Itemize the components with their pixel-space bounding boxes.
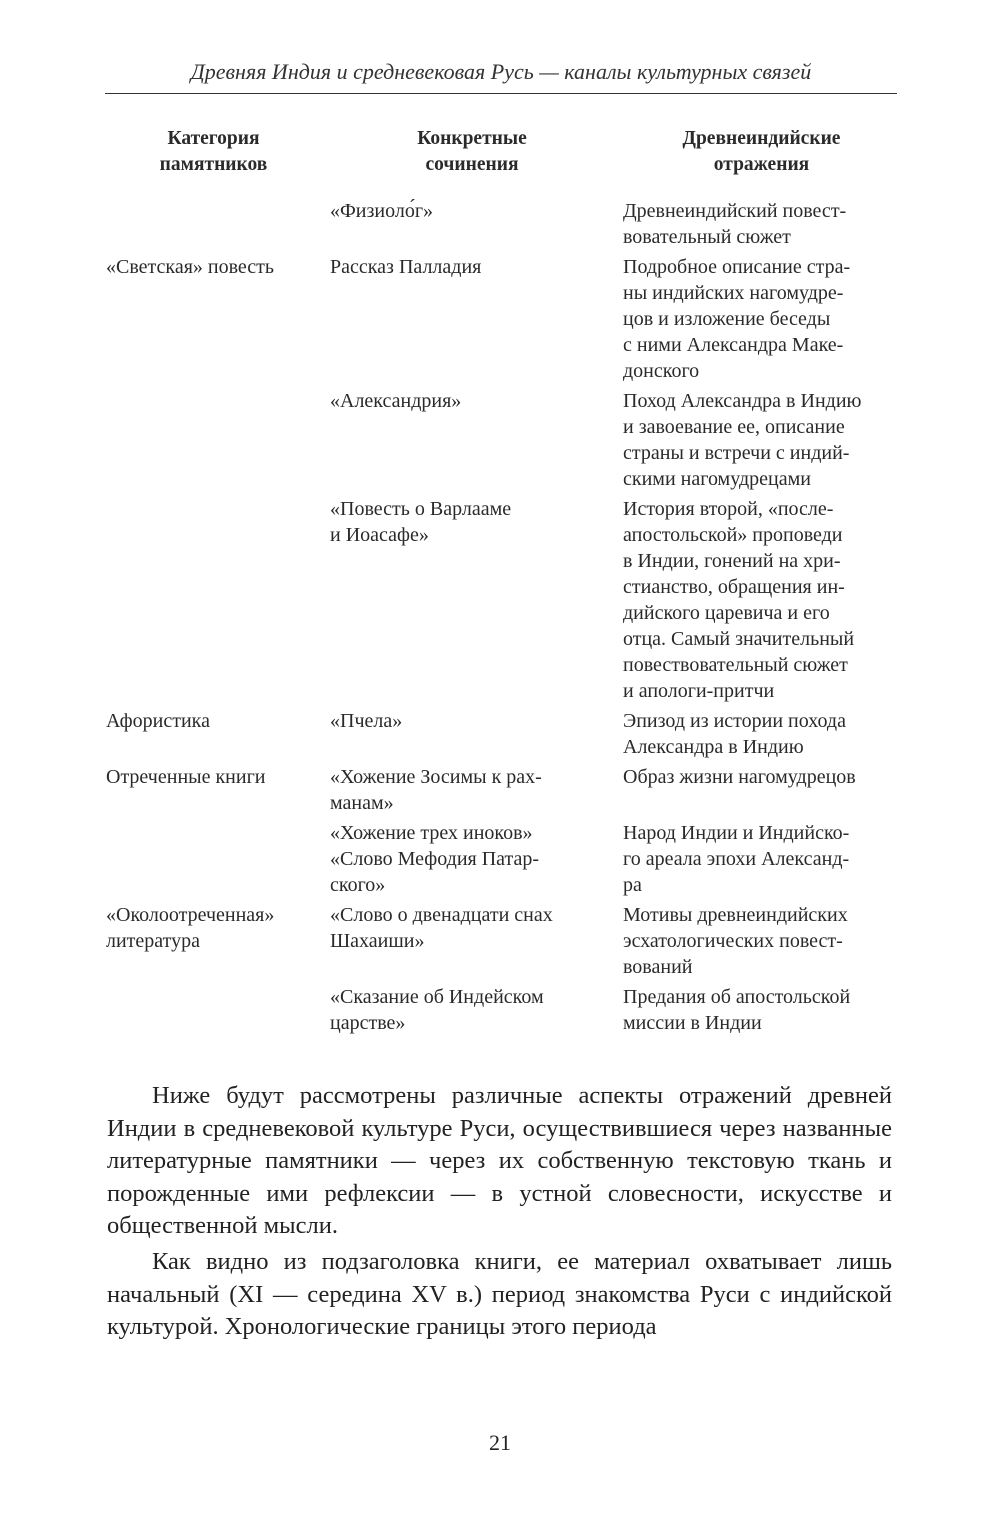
header-line: Категория — [167, 128, 260, 149]
cell-line: страны и встречи с индий- — [623, 442, 850, 464]
table-row — [103, 820, 903, 902]
header-line: Конкретные — [417, 128, 527, 149]
cell-category — [103, 820, 324, 902]
cell-line: Эпизод из истории похода — [623, 710, 846, 732]
cell-line: «Околоотреченная» — [106, 904, 275, 926]
cell-work — [324, 902, 620, 984]
cell-reflection — [620, 496, 903, 708]
table-header-row — [103, 126, 903, 198]
cell-reflection — [620, 820, 903, 902]
cell-line: повествовательный сюжет — [623, 654, 848, 676]
cell-line: «Александрия» — [330, 390, 462, 412]
cell-work — [324, 254, 620, 388]
cell-line: «Хожение Зосимы к рах- — [330, 766, 542, 788]
cell-line: ны индийских нагомудре- — [623, 282, 844, 304]
table-row — [103, 902, 903, 984]
running-head: Древняя Индия и средневековая Русь — каналы культурных связей — [190, 59, 812, 84]
cell-line: «Пчела» — [330, 710, 403, 732]
header-line: отражения — [713, 154, 810, 175]
header-category — [103, 126, 324, 198]
cell-line: дийского царевича и его — [623, 602, 830, 624]
cell-line: История второй, «после- — [623, 498, 834, 520]
monuments-table — [103, 126, 903, 1040]
cell-work — [324, 198, 620, 254]
cell-line: в Индии, гонений на хри- — [623, 550, 841, 572]
cell-category — [103, 496, 324, 708]
cell-work — [324, 388, 620, 496]
cell-line: «Физиоло́г» — [330, 200, 434, 222]
page-number: 21 — [489, 1430, 511, 1455]
cell-category — [103, 198, 324, 254]
cell-reflection — [620, 708, 903, 764]
cell-category — [103, 902, 324, 984]
cell-line: Рассказ Палладия — [330, 256, 482, 278]
cell-line: Предания об апостольской — [623, 986, 851, 1008]
table-row — [103, 496, 903, 708]
cell-reflection — [620, 198, 903, 254]
cell-reflection — [620, 254, 903, 388]
cell-work — [324, 708, 620, 764]
cell-line: Древнеиндийский повест- — [623, 200, 847, 222]
cell-line: Афористика — [106, 710, 210, 732]
table-body — [103, 198, 903, 1040]
cell-line: апостольской» проповеди — [623, 524, 843, 546]
cell-line: донского — [623, 360, 700, 382]
table-row — [103, 984, 903, 1040]
cell-reflection — [620, 388, 903, 496]
cell-line: царстве» — [330, 1012, 406, 1034]
table-row — [103, 764, 903, 820]
cell-category — [103, 388, 324, 496]
cell-work — [324, 820, 620, 902]
header-line: сочинения — [425, 154, 519, 175]
cell-line: литература — [106, 930, 201, 952]
cell-line: вований — [623, 956, 693, 978]
cell-line: «Повесть о Варлааме — [330, 498, 512, 520]
cell-line: и апологи-притчи — [623, 680, 775, 702]
header-line: Древнеиндийские — [682, 128, 841, 149]
header-rule — [105, 93, 897, 94]
cell-line: ского» — [330, 874, 386, 896]
header-line: памятников — [159, 154, 268, 175]
cell-reflection — [620, 984, 903, 1040]
cell-line: с ними Александра Маке- — [623, 334, 844, 356]
cell-line: цов и изложение беседы — [623, 308, 831, 330]
cell-reflection — [620, 902, 903, 984]
cell-line: скими нагомудрецами — [623, 468, 811, 490]
cell-line: ра — [623, 874, 642, 896]
cell-line: Шахаиши» — [330, 930, 425, 952]
cell-category — [103, 764, 324, 820]
cell-line: и завоевание ее, описание — [623, 416, 845, 438]
table-row — [103, 254, 903, 388]
header-reflections — [620, 126, 903, 198]
header-works — [324, 126, 620, 198]
cell-line: и Иоасафе» — [330, 524, 429, 546]
cell-line: Отреченные книги — [106, 766, 266, 788]
cell-line: миссии в Индии — [623, 1012, 762, 1034]
cell-line: «Светская» повесть — [106, 256, 275, 278]
cell-line: эсхатологических повест- — [623, 930, 843, 952]
body-text — [107, 1080, 892, 1344]
cell-line: стианство, обращения ин- — [623, 576, 845, 598]
cell-line: го ареала эпохи Александ- — [623, 848, 850, 870]
cell-line: «Сказание об Индейском — [330, 986, 544, 1008]
cell-line: Александра в Индию — [623, 736, 804, 758]
cell-work — [324, 764, 620, 820]
table-row — [103, 708, 903, 764]
cell-work — [324, 496, 620, 708]
cell-line: Поход Александра в Индию — [623, 390, 862, 412]
cell-line: Подробное описание стра- — [623, 256, 851, 278]
cell-category — [103, 708, 324, 764]
cell-line: Образ жизни нагомудрецов — [623, 766, 856, 788]
cell-line: «Слово о двенадцати снах — [330, 904, 553, 926]
cell-line: отца. Самый значительный — [623, 628, 855, 650]
cell-category — [103, 254, 324, 388]
cell-reflection — [620, 764, 903, 820]
paragraph: Как видно из подзаголовка книги, ее материал охватывает лишь начальный (XI — середина XV в.) период знакомства Руси с индийской культурой. Хронологические границы этого периода — [107, 1247, 892, 1341]
cell-category — [103, 984, 324, 1040]
cell-line: Мотивы древнеиндийских — [623, 904, 848, 926]
cell-line: вовательный сюжет — [623, 226, 791, 248]
table-row — [103, 198, 903, 254]
cell-line: Народ Индии и Индийско- — [623, 822, 850, 844]
paragraph: Ниже будут рассмотрены различные аспекты отражений древней Индии в средневековой культуре Руси, осуществившиеся через названные литературные памятники — через их собственную текстовую ткань и порожденные ими рефлексии — в устной словесности, искусстве и общественной мысли. — [107, 1082, 892, 1240]
cell-line: «Слово Мефодия Патар- — [330, 848, 540, 870]
cell-work — [324, 984, 620, 1040]
table-row — [103, 388, 903, 496]
cell-line: «Хожение трех иноков» — [330, 822, 533, 844]
cell-line: манам» — [330, 792, 394, 814]
